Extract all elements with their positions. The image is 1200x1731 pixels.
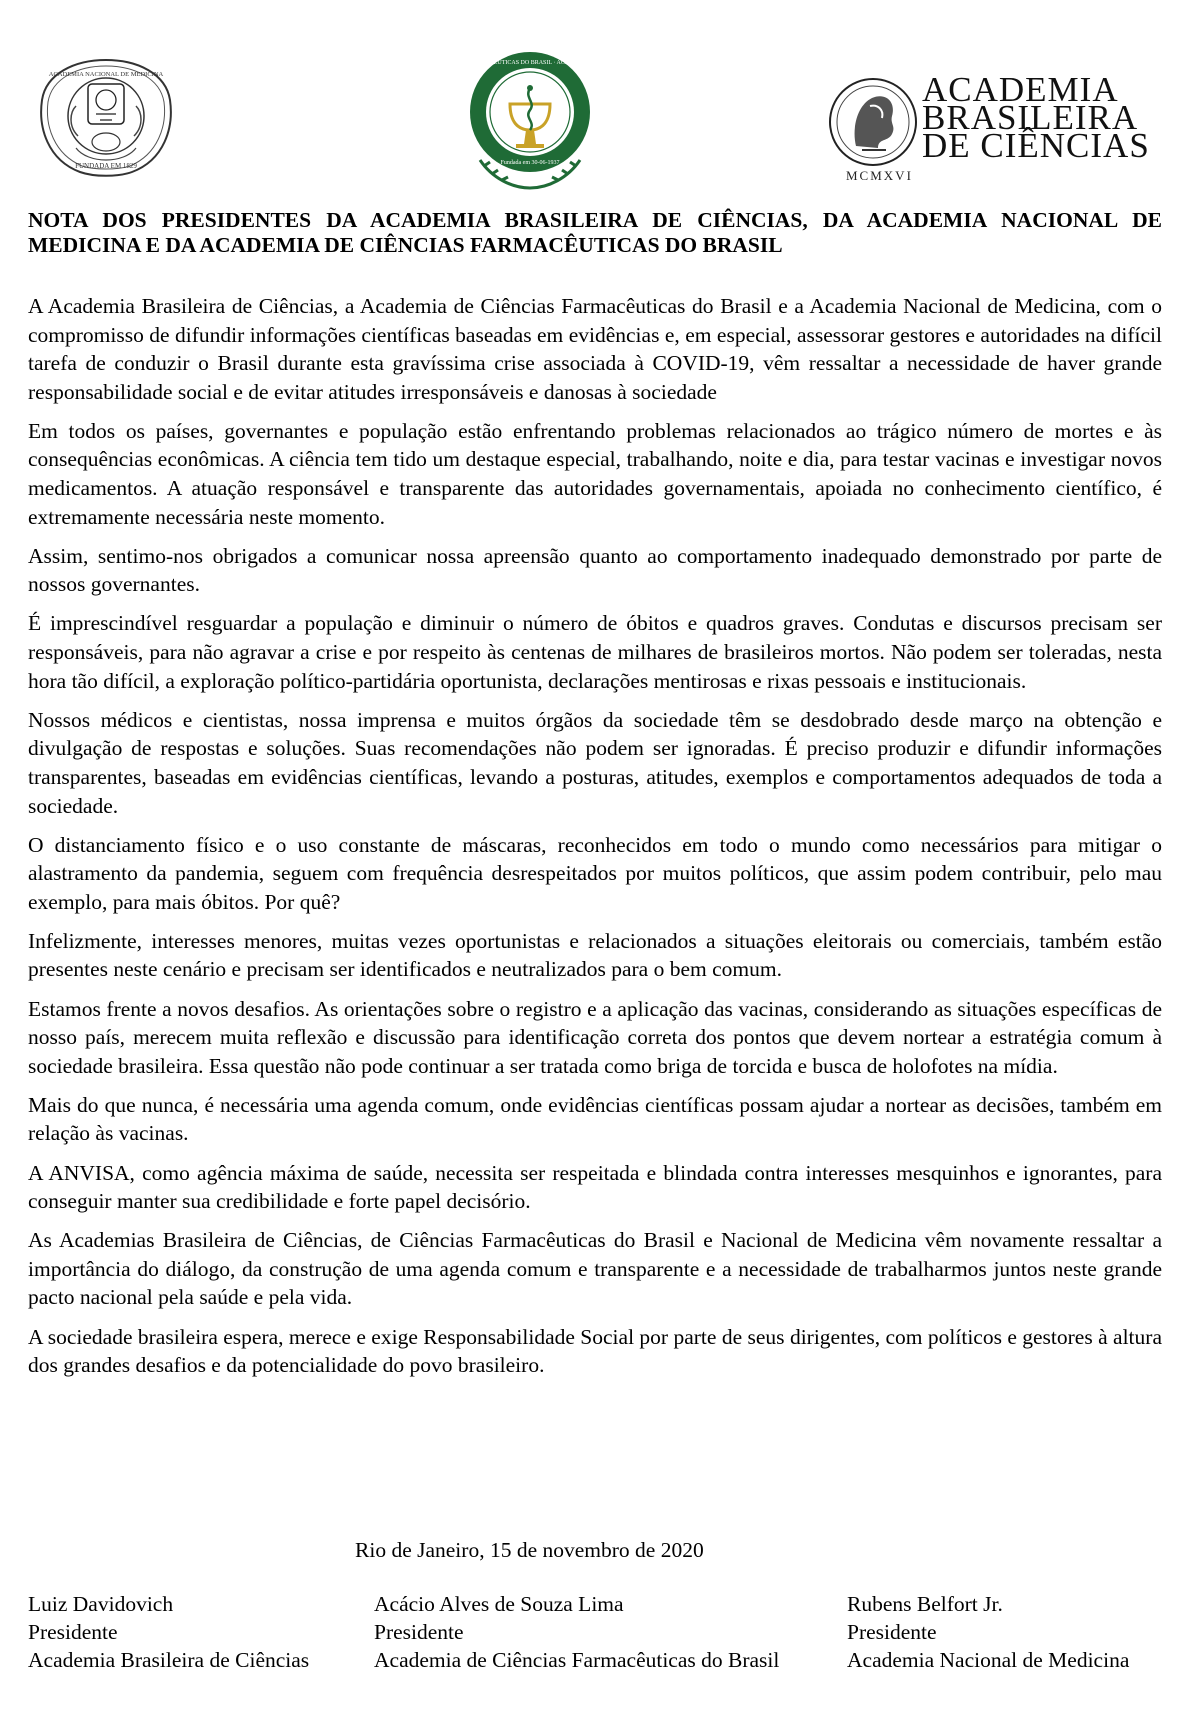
paragraph: Nossos médicos e cientistas, nossa imprensa e muitos órgãos da sociedade têm se desdobrado desde março na obtenção e divulgação de respostas e soluções. Suas recomendações não podem ser ignoradas. É preciso produzir e difundir informações transparentes, baseadas em evidências científicas, levando a posturas, atitudes, exemplos e comportamentos adequados de toda a sociedade. [28,707,1162,818]
paragraph: É imprescindível resguardar a população e diminuir o número de óbitos e quadros graves. Condutas e discursos precisam ser responsáveis, para não agravar a crise e por respeito às centenas de milhares de brasileiros mortos. Não podem ser toleradas, nesta hora tão difícil, a exploração político-partidária oportunista, declarações mentirosas e rixas pessoais e institucionais. [28,611,1162,693]
abc-roman-year: MCMXVI [846,168,913,183]
signer-org: Academia Nacional de Medicina [847,1648,1130,1672]
paragraph: A ANVISA, como agência máxima de saúde, necessita ser respeitada e blindada contra interesses mesquinhos e ignorantes, para conseguir manter sua credibilidade e forte papel decisório. [28,1160,1162,1214]
paragraph: Em todos os países, governantes e população estão enfrentando problemas relacionados ao trágico número de mortes e às consequências econômicas. A ciência tem tido um destaque especial, trabalhando, noite e dia, para testar vacinas e investigar novos medicamentos. A atuação responsável e transparente das autoridades governamentais, apoiada no conhecimento científico, é extremamente necessária neste momento. [28,418,1162,529]
acf-seal-icon [396,48,664,198]
paragraph: O distanciamento físico e o uso constante de máscaras, reconhecidos em todo o mundo como necessários para mitigar o alastramento da pandemia, seguem com frequência desrespeitados por muitos políticos, que assim podem contribuir, pelo mau exemplo, para mais óbitos. Por quê? [28,832,1162,914]
abc-line1: ACADEMIA [922,70,1119,109]
abc-emblem-icon [826,76,920,168]
signer-role: Presidente [28,1620,118,1644]
signer-name: Acácio Alves de Souza Lima [374,1592,624,1616]
anm-founded-text: FUNDADA EM 1829 [75,162,137,170]
signer-abc [28,1590,309,1674]
anm-seal-icon [38,56,174,178]
logos-header [0,48,1200,198]
document-body [28,292,1162,1390]
paragraph: A Academia Brasileira de Ciências, a Academia de Ciências Farmacêuticas do Brasil e a Academia Nacional de Medicina, com o compromisso de difundir informações científicas baseadas em evidências e, em especial, assessorar gestores e autoridades na difícil tarefa de conduzir o Brasil durante esta gravíssima crise associada à COVID-19, vêm ressaltar a necessidade de haver grande responsabilidade social e de evitar atitudes irresponsáveis e danosas à sociedade [28,294,1162,404]
abc-name [922,70,1150,165]
document-title: NOTA DOS PRESIDENTES DA ACADEMIA BRASILEIRA DE CIÊNCIAS, DA ACADEMIA NACIONAL DE MEDICINA E DA ACADEMIA DE CIÊNCIAS FARMACÊUTICAS DO BRASIL [28,208,1162,257]
paragraph: Assim, sentimo-nos obrigados a comunicar nossa apreensão quanto ao comportamento inadequado demonstrado por parte de nossos governantes. [28,543,1162,597]
paragraph: As Academias Brasileira de Ciências, de Ciências Farmacêuticas do Brasil e Nacional de Medicina vêm novamente ressaltar a importância do diálogo, da construção de uma agenda comum e transparente e a necessidade de trabalharmos juntos neste grande pacto nacional pela saúde e pela vida. [28,1228,1162,1310]
place-date: Rio de Janeiro, 15 de novembro de 2020 [355,1538,704,1562]
signer-role: Presidente [847,1620,937,1644]
paragraph: Infelizmente, interesses menores, muitas vezes oportunistas e relacionados a situações eleitorais ou comerciais, também estão presentes neste cenário e precisam ser identificados e neutralizados para o bem comum. [28,928,1162,982]
paragraph: A sociedade brasileira espera, merece e exige Responsabilidade Social por parte de seus dirigentes, com políticos e gestores à altura dos grandes desafios e da potencialidade do povo brasileiro. [28,1324,1162,1378]
abc-line3: DE CIÊNCIAS [922,126,1150,165]
signer-org: Academia Brasileira de Ciências [28,1648,310,1672]
abc-line2: BRASILEIRA [922,98,1139,137]
acf-seal-logo [396,48,664,198]
acf-ring-text: ACADEMIA DE CIÊNCIAS FARMACÊUTICAS DO BRASIL · ACADEMIA NACIONAL DE FARMÁCIA [396,60,664,66]
anm-seal-logo [38,56,174,178]
signer-org: Academia de Ciências Farmacêuticas do Brasil [374,1648,780,1672]
signer-acf [374,1590,779,1674]
acf-founded-text: Fundada em 30-06-1937 [500,160,560,166]
signer-name: Rubens Belfort Jr. [847,1592,1003,1616]
signer-name: Luiz Davidovich [28,1592,174,1616]
paragraph: Estamos frente a novos desafios. As orientações sobre o registro e a aplicação das vacinas, considerando as situações específicas de nosso país, merecem muita reflexão e discussão para identificação correta dos pontos que devem nortear a estratégia comum à sociedade brasileira. Essa questão não pode continuar a ser tratada como briga de torcida e busca de holofotes na mídia. [28,996,1162,1078]
signer-anm [847,1590,1129,1674]
anm-ring-text: ACADEMIA NACIONAL DE MEDICINA [48,71,164,78]
paragraph: Mais do que nunca, é necessária uma agenda comum, onde evidências científicas possam ajudar a nortear as decisões, também em relação às vacinas. [28,1092,1162,1146]
abc-logo [826,70,1150,188]
signer-role: Presidente [374,1620,464,1644]
